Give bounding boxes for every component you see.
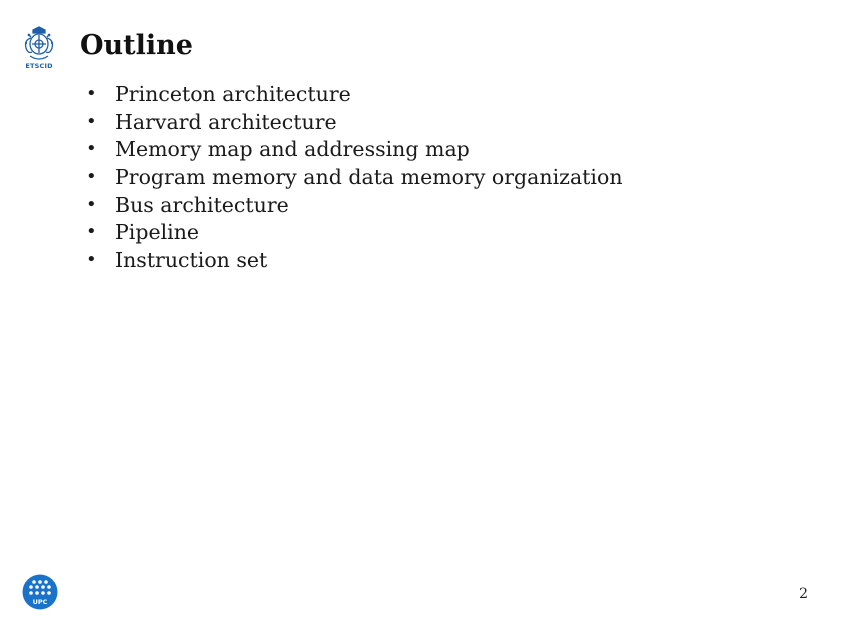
logo-caption: ETSCID — [25, 62, 53, 70]
bullet-icon: • — [86, 110, 97, 132]
list-item — [86, 108, 623, 136]
list-item-label: Princeton architecture — [115, 81, 351, 106]
list-item — [86, 163, 623, 191]
list-item-label: Bus architecture — [115, 192, 289, 217]
list-item-label: Pipeline — [115, 220, 200, 245]
slide-title: Outline — [80, 30, 193, 61]
upc-logo-icon — [22, 574, 58, 610]
list-item — [86, 80, 623, 108]
bullet-icon: • — [86, 138, 97, 160]
bullet-icon: • — [86, 221, 97, 243]
list-item-label: Program memory and data memory organization — [115, 164, 623, 189]
bullet-icon: • — [86, 165, 97, 187]
page-number: 2 — [799, 586, 808, 602]
list-item-label: Harvard architecture — [115, 109, 337, 134]
bullet-icon: • — [86, 82, 97, 104]
upc-logo-text: UPC — [32, 598, 48, 606]
list-item-label: Instruction set — [115, 247, 268, 272]
list-item — [86, 135, 623, 163]
list-item — [86, 218, 623, 246]
list-item-label: Memory map and addressing map — [115, 137, 470, 162]
bullet-icon: • — [86, 193, 97, 215]
list-item — [86, 246, 623, 274]
outline-list — [86, 80, 623, 274]
bullet-icon: • — [86, 248, 97, 270]
list-item — [86, 191, 623, 219]
